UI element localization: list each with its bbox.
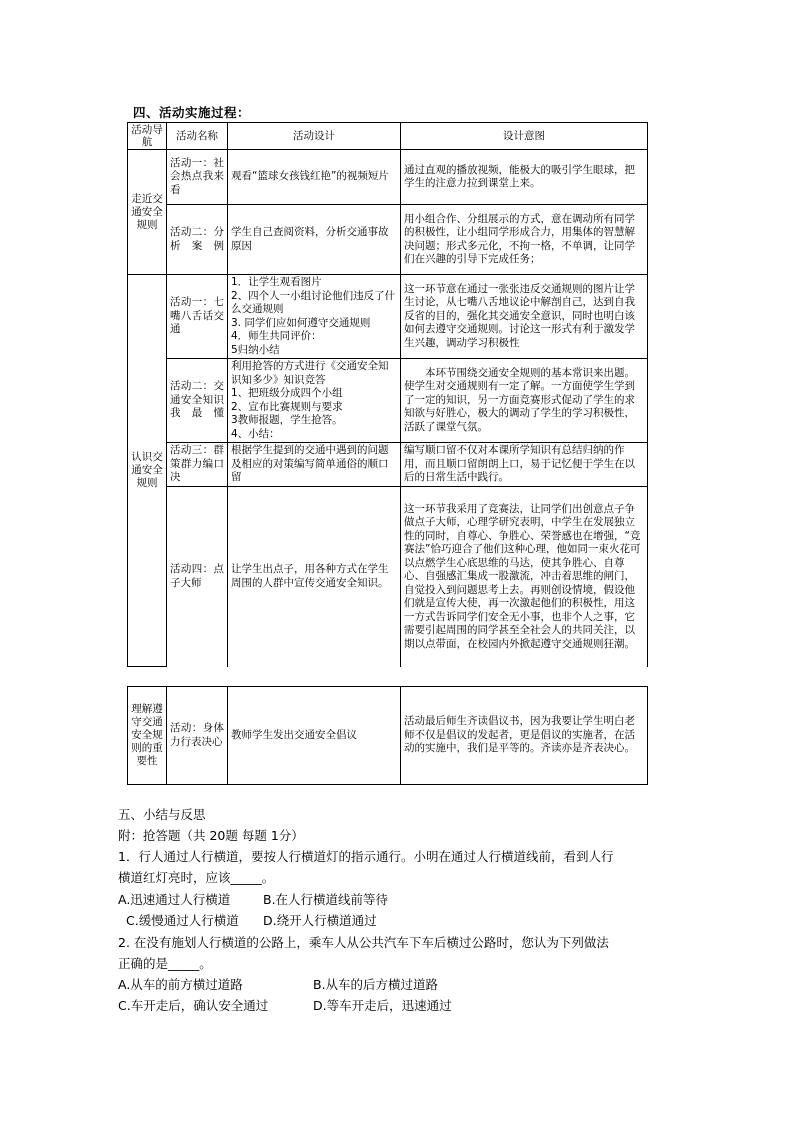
activity-design-list (228, 275, 401, 359)
activity-name: 活动一：七嘴八舌话交通 (167, 275, 228, 359)
activity-name: 活动四：点子大师 (167, 487, 228, 667)
design-line: 5归纳小结 (231, 343, 280, 356)
header-intent: 设计意图 (401, 123, 648, 150)
design-line: 3教师报题，学生抢答。 (231, 414, 343, 426)
activity-design: 根据学生提到的交通中遇到的问题及相应的对策编写简单通俗的顺口留 (228, 443, 401, 487)
activity-name: 活动：身体力行表决心 (167, 687, 228, 785)
section-title-summary: 五、小结与反思 (118, 807, 206, 822)
q1-option-a: A.迅速通过人行横道 (118, 892, 231, 907)
question-1-line1: 1．行人通过人行横道，要按人行横道灯的指示通行。小明在通过人行横道线前，看到人行 (118, 849, 614, 864)
design-line: 3. 同学们应如何遵守交通规则 (231, 316, 371, 329)
table-header-row (128, 123, 648, 150)
nav-cell-group2: 认识交通安全规则 (128, 275, 167, 667)
activity-intent: 这一环节我采用了竞赛法，让同学们出创意点子争做点子大师，心理学研究表明，中学生在发展独立性的同时，自尊心、争胜心、荣誉感也在增强，“竞赛法”恰巧迎合了他们这种心理，他如同一束火花可以点燃学生心底思维的马达，使其争胜心、自尊心、自强感汇集成一股激流，冲击着思维的闸门，自觉投入到问题思考上去。再则创设情境，假设他们就是宣传大使，再一次激起他们的积极性，用这一方式告诉同学们安全无小事，也非个人之事，它需要引起周围的同学甚至全社会人的共同关注，以期以点带面，在校园内外掀起遵守交通规则狂潮。 (401, 487, 648, 667)
table-row (128, 359, 648, 443)
table-row (128, 487, 648, 667)
header-nav: 活动导航 (128, 123, 167, 150)
activity-intent: 本环节围绕交通安全规则的基本常识来出题。使学生对交通规则有一定了解。一方面使学生学到了一定的知识，另一方面竞赛形式促动了学生的求知欲与好胜心，极大的调动了学生的学习积极性，活跃了课堂气氛。 (401, 359, 648, 443)
header-design: 活动设计 (228, 123, 401, 150)
activity-design: 观看“篮球女孩钱红艳”的视频短片 (228, 150, 401, 205)
question-1-line2: 横道红灯亮时，应该_____。 (118, 870, 275, 885)
table-row (128, 443, 648, 487)
activity-intent: 这一环节意在通过一张张违反交通规则的图片让学生讨论，从七嘴八舌地议论中解剖自己，达到自我反省的目的，强化其交通安全意识，同时也明白该如何去遵守交通规则。讨论这一形式有利于激发学生兴趣，调动学习积极性 (401, 275, 648, 359)
question-2-line1: 2. 在没有施划人行横道的公路上，乘车人从公共汽车下车后横过公路时，您认为下列做法 (118, 935, 609, 950)
activity-design: 学生自己查阅资料，分析交通事故原因 (228, 205, 401, 275)
activity-name: 活动一：社会热点我来看 (167, 150, 228, 205)
design-line: 利用抢答的方式进行《交通安全知识知多少》知识竞答 (231, 360, 389, 386)
table-row (128, 150, 648, 205)
table-row (128, 275, 648, 359)
section-title-activity-process: 四、活动实施过程： (133, 105, 251, 120)
design-line: 1、把班级分成四个小组 (231, 387, 343, 399)
activity-design-list (228, 359, 401, 443)
appendix-title: 附：抢答题（共 20题 每题 1分） (118, 828, 304, 843)
activity-intent: 用小组合作、分组展示的方式，意在调动所有同学的积极性，让小组同学形成合力，用集体的智慧解决问题；形式多元化，不拘一格，不单调，让同学们在兴趣的引导下完成任务； (401, 205, 648, 275)
activity-intent: 通过直观的播放视频，能极大的吸引学生眼球，把学生的注意力拉到课堂上来。 (401, 150, 648, 205)
nav-cell-group3: 理解遵守交通安全规则的重要性 (128, 687, 167, 785)
activity-name: 活动二：分析案例 (167, 205, 228, 275)
design-line: 1．让学生观看图片 (231, 276, 322, 288)
q2-option-d: D.等车开走后，迅速通过 (313, 998, 452, 1013)
header-name: 活动名称 (167, 123, 228, 150)
q1-option-b: B.在人行横道线前等待 (263, 892, 389, 907)
design-line: 4、小结： (231, 427, 280, 440)
nav-cell-group1: 走近交通安全规则 (128, 150, 167, 275)
activity-design: 教师学生发出交通安全倡议 (228, 687, 401, 785)
activity-name: 活动二：交通安全知识我最懂 (167, 359, 228, 443)
q1-option-c: C.缓慢通过人行横道 (126, 913, 239, 928)
activity-table (127, 122, 648, 667)
design-line: 4．师生共同评价： (231, 330, 322, 342)
table-row (128, 205, 648, 275)
design-line: 2、宣布比赛规则与要求 (231, 400, 343, 413)
table-row (128, 687, 648, 785)
activity-name: 活动三：群策群力编口决 (167, 443, 228, 487)
activity-table-continued (127, 686, 648, 785)
q2-option-a: A.从车的前方横过道路 (118, 977, 243, 992)
activity-design: 让学生出点子，用各种方式在学生周围的人群中宣传交通安全知识。 (228, 487, 401, 667)
activity-intent: 编写顺口留不仅对本课所学知识有总结归纳的作用，而且顺口留朗朗上口，易于记忆便于学生在以后的日常生活中践行。 (401, 443, 648, 487)
question-2-line2: 正确的是_____。 (118, 956, 212, 971)
q2-option-c: C.车开走后，确认安全通过 (118, 998, 269, 1013)
q1-option-d: D.绕开人行横道通过 (263, 913, 377, 928)
design-line: 2、四个人一小组讨论他们违反了什么交通规则 (231, 289, 396, 315)
activity-intent: 活动最后师生齐读倡议书，因为我要让学生明白老师不仅是倡议的发起者，更是倡议的实施者，在活动的实施中，我们是平等的。齐读亦是齐表决心。 (401, 687, 648, 785)
q2-option-b: B.从车的后方横过道路 (313, 977, 439, 992)
